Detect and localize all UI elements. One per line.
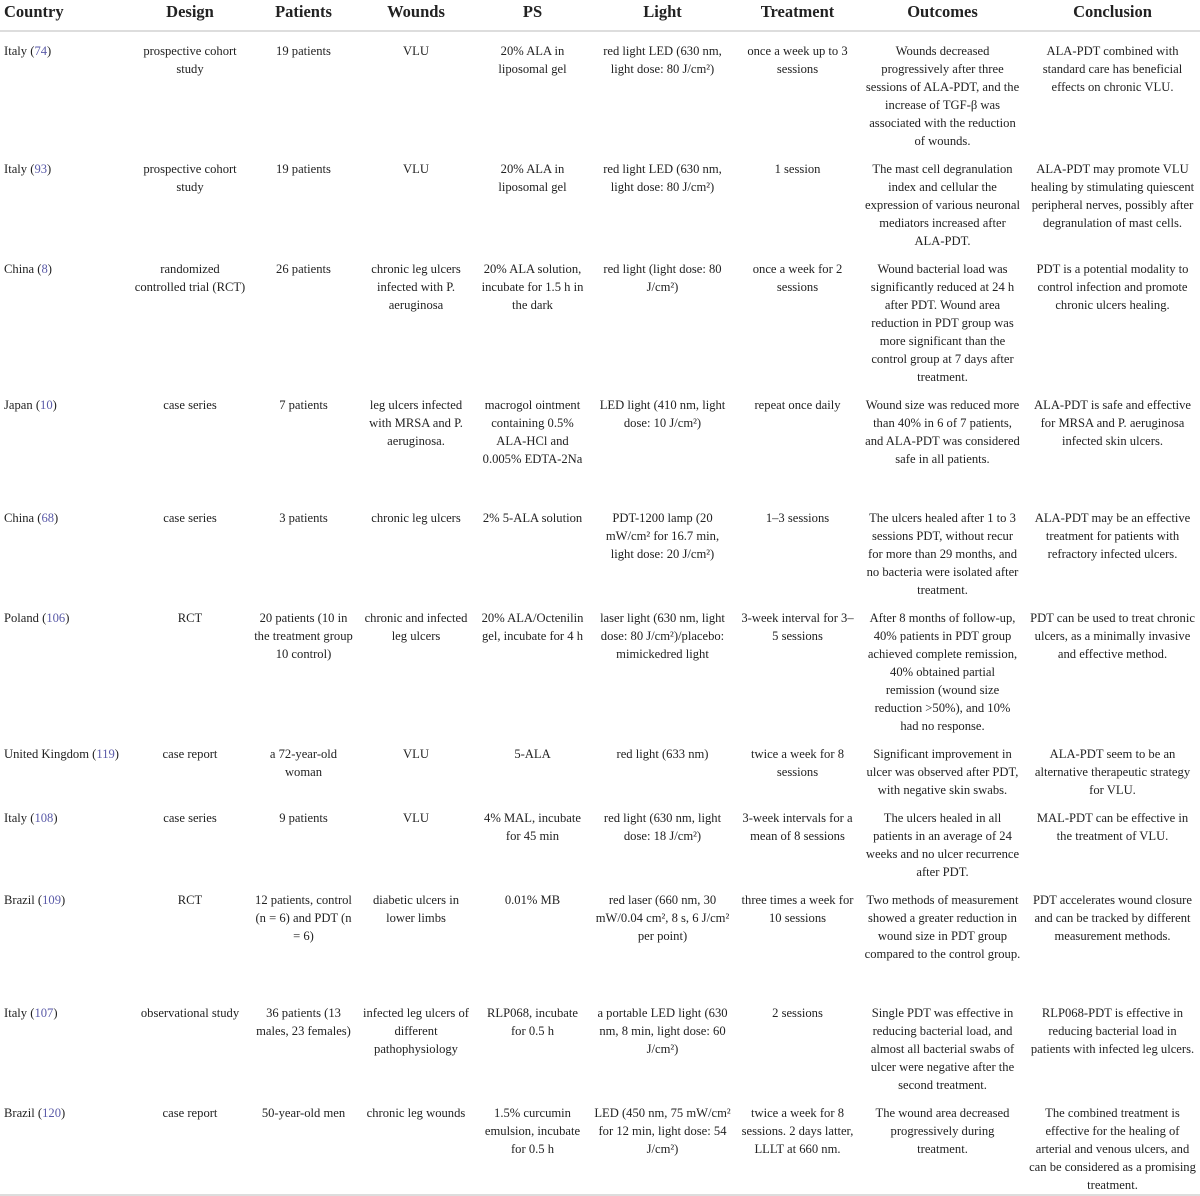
- table-row: [0, 735, 1200, 799]
- cell-wounds: chronic leg wounds: [357, 1094, 475, 1195]
- reference-link[interactable]: 108: [34, 811, 54, 825]
- table-row: [0, 799, 1200, 881]
- cell-country: Italy (108): [4, 811, 58, 825]
- cell-wounds: chronic leg ulcers: [371, 511, 461, 525]
- cell-conclusion: PDT is a potential modality to control infection and promote chronic ulcers healing.: [1036, 262, 1189, 312]
- cell-patients: a 72-year-old woman: [269, 747, 338, 779]
- cell-wounds: VLU: [403, 811, 429, 825]
- cell-outcomes: Single PDT was effective in reducing bacterial load, and almost all bacterial swabs of ulcer were negative after the second treatment.: [870, 1006, 1015, 1092]
- cell-outcomes: The wound area decreased progressively during treatment.: [860, 1094, 1025, 1195]
- cell-patients: 19 patients: [276, 44, 331, 58]
- cell-conclusion: The combined treatment is effective for the healing of arterial and venous ulcers, and can be considered as a promising treatment.: [1025, 1094, 1200, 1195]
- cell-country: Italy (93): [4, 162, 52, 176]
- cell-design: case report: [162, 747, 218, 761]
- reference-link[interactable]: 74: [34, 44, 48, 58]
- cell-country: China (68): [4, 511, 59, 525]
- cell-treatment: once a week up to 3 sessions: [747, 44, 848, 76]
- table-row: [0, 881, 1200, 994]
- cell-ps: 5-ALA: [514, 747, 551, 761]
- cell-light: LED (450 nm, 75 mW/cm² for 12 min, light dose: 54 J/cm²): [590, 1094, 735, 1195]
- cell-light: PDT-1200 lamp (20 mW/cm² for 16.7 min, light dose: 20 J/cm²): [605, 511, 720, 561]
- table-row: [0, 31, 1200, 150]
- cell-design: prospective cohort study: [143, 44, 237, 76]
- cell-wounds: diabetic ulcers in lower limbs: [372, 893, 460, 925]
- cell-design: case report: [130, 1094, 250, 1195]
- cell-treatment: once a week for 2 sessions: [752, 262, 843, 294]
- table-row: [0, 499, 1200, 599]
- table-row: [0, 150, 1200, 250]
- cell-conclusion: RLP068-PDT is effective in reducing bacterial load in patients with infected leg ulcers.: [1030, 1006, 1195, 1056]
- reference-link[interactable]: 120: [42, 1106, 62, 1120]
- country-name: United Kingdom: [4, 747, 90, 761]
- cell-conclusion: ALA-PDT is safe and effective for MRSA and P. aeruginosa infected skin ulcers.: [1034, 398, 1191, 448]
- cell-ps: 20% ALA/Octenilin gel, incubate for 4 h: [481, 611, 584, 643]
- cell-design: case series: [163, 398, 217, 412]
- cell-ps: 20% ALA solution, incubate for 1.5 h in the dark: [481, 262, 584, 312]
- column-header-wounds: Wounds: [357, 0, 475, 31]
- country-name: Japan: [4, 398, 33, 412]
- cell-conclusion: PDT can be used to treat chronic ulcers, as a minimally invasive and effective method.: [1030, 611, 1195, 661]
- cell-light: LED light (410 nm, light dose: 10 J/cm²): [599, 398, 726, 430]
- table-row: [0, 386, 1200, 499]
- cell-country: United Kingdom (119): [4, 747, 119, 761]
- cell-light: red light LED (630 nm, light dose: 80 J/cm²): [603, 44, 722, 76]
- cell-design: case series: [163, 511, 217, 525]
- country-name: Brazil: [4, 1106, 35, 1120]
- country-name: Italy: [4, 162, 28, 176]
- cell-patients: 12 patients, control (n = 6) and PDT (n = 6): [255, 893, 352, 943]
- cell-conclusion: PDT accelerates wound closure and can be tracked by different measurement methods.: [1033, 893, 1192, 943]
- cell-light: red light (light dose: 80 J/cm²): [603, 262, 722, 294]
- cell-wounds: chronic leg ulcers infected with P. aeruginosa: [371, 262, 461, 312]
- column-header-country: Country: [0, 0, 130, 31]
- cell-wounds: VLU: [403, 44, 429, 58]
- cell-patients: 3 patients: [279, 511, 328, 525]
- reference-link[interactable]: 10: [40, 398, 53, 412]
- cell-treatment: 3-week intervals for a mean of 8 sessions: [742, 811, 853, 843]
- cell-outcomes: Wound bacterial load was significantly reduced at 24 h after PDT. Wound area reduction in PDT group was more significant than the control group at 7 days after treatment.: [870, 262, 1015, 384]
- cell-patients: 9 patients: [279, 811, 328, 825]
- cell-outcomes: The ulcers healed in all patients in an average of 24 weeks and no ulcer recurrence after PDT.: [865, 811, 1020, 879]
- cell-design: observational study: [140, 1006, 240, 1020]
- cell-ps: 0.01% MB: [504, 893, 561, 907]
- cell-conclusion: ALA-PDT may be an effective treatment for patients with refractory infected ulcers.: [1034, 511, 1191, 561]
- cell-patients: 7 patients: [279, 398, 328, 412]
- header-row: [0, 0, 1200, 31]
- cell-outcomes: After 8 months of follow-up, 40% patients in PDT group achieved complete remission, 40% obtained partial remission (wound size reduction >50%), and 10% had no response.: [867, 611, 1018, 733]
- cell-outcomes: Wounds decreased progressively after three sessions of ALA-PDT, and the increase of TGF-β was associated with the reduction of wounds.: [865, 44, 1020, 148]
- country-name: Italy: [4, 1006, 28, 1020]
- cell-wounds: VLU: [403, 747, 429, 761]
- cell-conclusion: ALA-PDT combined with standard care has beneficial effects on chronic VLU.: [1042, 44, 1183, 94]
- reference-link[interactable]: 119: [96, 747, 115, 761]
- cell-treatment: 1 session: [774, 162, 821, 176]
- country-name: Italy: [4, 811, 28, 825]
- reference-link[interactable]: 8: [41, 262, 48, 276]
- column-header-treatment: Treatment: [735, 0, 860, 31]
- cell-ps: 20% ALA in liposomal gel: [498, 44, 567, 76]
- column-header-patients: Patients: [250, 0, 357, 31]
- cell-treatment: 3-week interval for 3–5 sessions: [741, 611, 854, 643]
- column-header-light: Light: [590, 0, 735, 31]
- cell-ps: 1.5% curcumin emulsion, incubate for 0.5 h: [475, 1094, 590, 1195]
- cell-country: Poland (106): [4, 611, 70, 625]
- column-header-conclusion: Conclusion: [1025, 0, 1200, 31]
- column-header-ps: PS: [475, 0, 590, 31]
- cell-ps: macrogol ointment containing 0.5% ALA-HCl and 0.005% EDTA-2Na: [482, 398, 583, 466]
- table-row: [0, 994, 1200, 1094]
- cell-treatment: 1–3 sessions: [765, 511, 830, 525]
- cell-country: Italy (107): [4, 1006, 58, 1020]
- country-name: Poland: [4, 611, 39, 625]
- cell-treatment: 2 sessions: [772, 1006, 823, 1020]
- cell-light: red light (630 nm, light dose: 18 J/cm²): [603, 811, 722, 843]
- cell-design: case series: [163, 811, 217, 825]
- reference-link[interactable]: 93: [34, 162, 48, 176]
- country-name: China: [4, 262, 35, 276]
- cell-wounds: leg ulcers infected with MRSA and P. aeruginosa.: [369, 398, 463, 448]
- cell-light: red light (633 nm): [616, 747, 709, 761]
- table-row: [0, 1094, 1200, 1195]
- cell-patients: 50-year-old men: [250, 1094, 357, 1195]
- cell-conclusion: ALA-PDT seem to be an alternative therapeutic strategy for VLU.: [1034, 747, 1191, 797]
- cell-patients: 26 patients: [276, 262, 331, 276]
- cell-patients: 20 patients (10 in the treatment group 10 control): [254, 611, 353, 661]
- reference-link[interactable]: 109: [42, 893, 62, 907]
- cell-country: Brazil (120): [0, 1094, 130, 1195]
- cell-light: red light LED (630 nm, light dose: 80 J/cm²): [603, 162, 722, 194]
- cell-wounds: infected leg ulcers of different pathophysiology: [363, 1006, 469, 1056]
- cell-design: randomized controlled trial (RCT): [134, 262, 246, 294]
- cell-patients: 19 patients: [276, 162, 331, 176]
- cell-treatment: twice a week for 8 sessions. 2 days latter, LLLT at 660 nm.: [735, 1094, 860, 1195]
- cell-outcomes: The mast cell degranulation index and cellular the expression of various neuronal mediators increased after ALA-PDT.: [865, 162, 1020, 248]
- column-header-outcomes: Outcomes: [860, 0, 1025, 31]
- cell-country: Italy (74): [4, 44, 52, 58]
- cell-outcomes: Wound size was reduced more than 40% in 6 of 7 patients, and ALA-PDT was considered safe in all patients.: [865, 398, 1020, 466]
- cell-ps: RLP068, incubate for 0.5 h: [487, 1006, 578, 1038]
- cell-patients: 36 patients (13 males, 23 females): [256, 1006, 351, 1038]
- cell-light: a portable LED light (630 nm, 8 min, light dose: 60 J/cm²): [597, 1006, 728, 1056]
- cell-treatment: repeat once daily: [754, 398, 841, 412]
- table-body: [0, 31, 1200, 1195]
- cell-design: prospective cohort study: [143, 162, 237, 194]
- cell-wounds: chronic and infected leg ulcers: [364, 611, 468, 643]
- cell-conclusion: ALA-PDT may promote VLU healing by stimulating quiescent peripheral nerves, possibly after degranulation of mast cells.: [1030, 162, 1195, 230]
- reference-link[interactable]: 68: [41, 511, 55, 525]
- cell-ps: 4% MAL, incubate for 45 min: [484, 811, 581, 843]
- cell-design: RCT: [177, 611, 203, 625]
- cell-country: China (8): [4, 262, 52, 276]
- cell-ps: 20% ALA in liposomal gel: [498, 162, 567, 194]
- table-row: [0, 250, 1200, 386]
- cell-outcomes: The ulcers healed after 1 to 3 sessions PDT, without recur for more than 29 months, and no bacteria were isolated after treatment.: [866, 511, 1019, 597]
- cell-conclusion: MAL-PDT can be effective in the treatment of VLU.: [1036, 811, 1189, 843]
- cell-light: laser light (630 nm, light dose: 80 J/cm²)/placebo: mimickedred light: [600, 611, 725, 661]
- cell-design: RCT: [177, 893, 203, 907]
- country-name: Italy: [4, 44, 28, 58]
- cell-country: Japan (10): [4, 398, 57, 412]
- column-header-design: Design: [130, 0, 250, 31]
- cell-wounds: VLU: [403, 162, 429, 176]
- cell-treatment: twice a week for 8 sessions: [750, 747, 844, 779]
- cell-outcomes: Two methods of measurement showed a greater reduction in wound size in PDT group compared to the control group.: [864, 893, 1021, 961]
- cell-outcomes: Significant improvement in ulcer was observed after PDT, with negative skin swabs.: [866, 747, 1019, 797]
- country-name: China: [4, 511, 35, 525]
- cell-treatment: three times a week for 10 sessions: [741, 893, 854, 925]
- cell-ps: 2% 5-ALA solution: [482, 511, 583, 525]
- cell-country: Brazil (109): [4, 893, 66, 907]
- country-name: Brazil: [4, 893, 35, 907]
- reference-link[interactable]: 106: [46, 611, 66, 625]
- reference-link[interactable]: 107: [34, 1006, 54, 1020]
- table-row: [0, 599, 1200, 735]
- cell-light: red laser (660 nm, 30 mW/0.04 cm², 8 s, 6 J/cm² per point): [595, 893, 730, 943]
